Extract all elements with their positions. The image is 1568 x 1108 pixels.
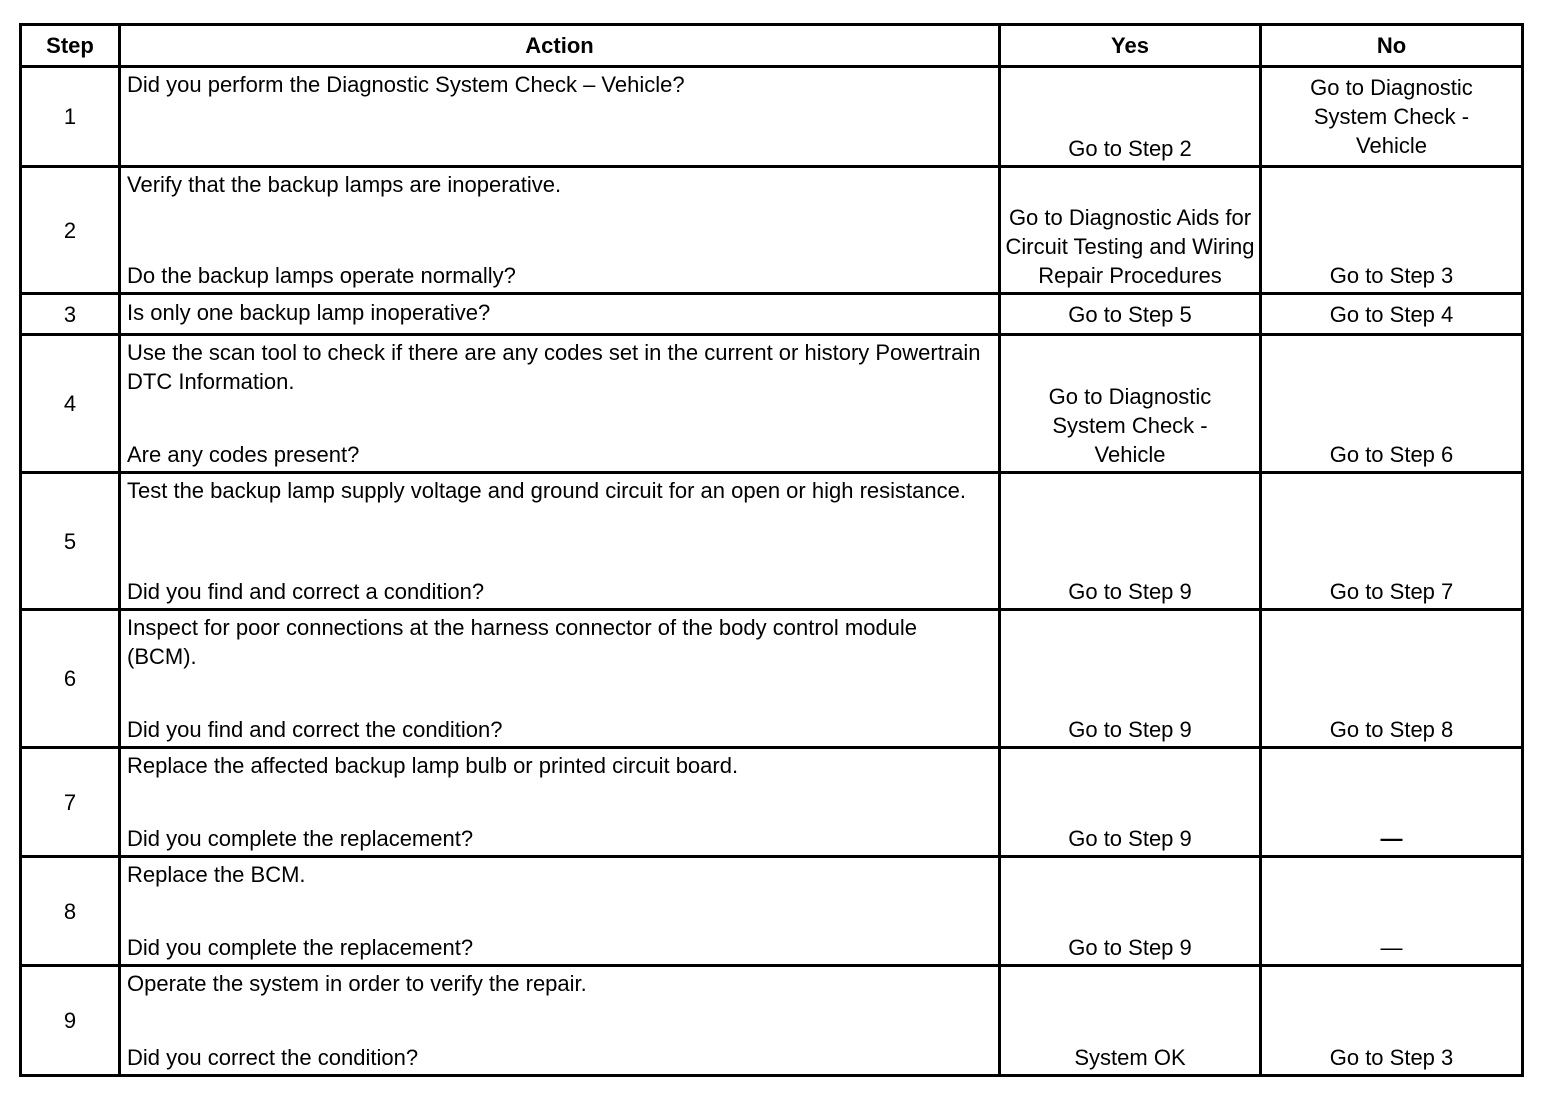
action-text: Is only one backup lamp inoperative?	[127, 300, 491, 325]
diagnostic-table	[19, 23, 1524, 1077]
no-cell: Go to Step 3	[1261, 966, 1523, 1076]
yes-cell: Go to Diagnostic System Check - Vehicle	[1000, 335, 1261, 473]
yes-cell: Go to Step 2	[1000, 67, 1261, 167]
no-cell: Go to Step 7	[1261, 473, 1523, 610]
action-text: Replace the affected backup lamp bulb or printed circuit board.	[127, 753, 739, 778]
no-cell: Go to Step 4	[1261, 294, 1523, 335]
action-cell	[120, 294, 1000, 335]
action-text: Inspect for poor connections at the harness connector of the body control module (BCM).	[127, 615, 918, 669]
yes-cell: System OK	[1000, 966, 1261, 1076]
header-row	[21, 25, 1523, 67]
table-row	[21, 473, 1523, 610]
step-number: 9	[21, 966, 120, 1076]
step-number: 4	[21, 335, 120, 473]
yes-cell: Go to Step 9	[1000, 748, 1261, 857]
action-question: Did you complete the replacement?	[127, 826, 474, 851]
header-step: Step	[21, 25, 120, 67]
action-cell	[120, 473, 1000, 610]
header-no: No	[1261, 25, 1523, 67]
action-question: Did you find and correct a condition?	[127, 579, 485, 604]
action-question: Did you find and correct the condition?	[127, 717, 503, 742]
action-cell	[120, 335, 1000, 473]
yes-cell: Go to Diagnostic Aids for Circuit Testing and Wiring Repair Procedures	[1000, 167, 1261, 294]
action-question: Did you complete the replacement?	[127, 935, 474, 960]
yes-cell: Go to Step 9	[1000, 610, 1261, 748]
action-text: Replace the BCM.	[127, 862, 306, 887]
step-number: 5	[21, 473, 120, 610]
no-cell: —	[1261, 857, 1523, 966]
header-yes: Yes	[1000, 25, 1261, 67]
yes-cell: Go to Step 9	[1000, 857, 1261, 966]
no-cell: Go to Step 6	[1261, 335, 1523, 473]
action-text: Operate the system in order to verify the repair.	[127, 971, 587, 996]
header-action: Action	[120, 25, 1000, 67]
step-number: 3	[21, 294, 120, 335]
table-row	[21, 857, 1523, 966]
action-question: Do the backup lamps operate normally?	[127, 263, 516, 288]
yes-cell: Go to Step 9	[1000, 473, 1261, 610]
step-number: 2	[21, 167, 120, 294]
table-row	[21, 966, 1523, 1076]
table-row	[21, 610, 1523, 748]
step-number: 6	[21, 610, 120, 748]
action-text: Use the scan tool to check if there are any codes set in the current or history Powertrain DTC Information.	[127, 340, 981, 394]
table-row	[21, 748, 1523, 857]
action-question: Did you correct the condition?	[127, 1045, 419, 1070]
action-text: Test the backup lamp supply voltage and ground circuit for an open or high resistance.	[127, 478, 966, 503]
no-cell: Go to Step 8	[1261, 610, 1523, 748]
no-cell: Go to Step 3	[1261, 167, 1523, 294]
step-number: 7	[21, 748, 120, 857]
yes-cell: Go to Step 5	[1000, 294, 1261, 335]
no-cell: Go to Diagnostic System Check - Vehicle	[1261, 67, 1523, 167]
table-row	[21, 167, 1523, 294]
no-cell: —	[1261, 748, 1523, 857]
table-row	[21, 335, 1523, 473]
action-cell	[120, 857, 1000, 966]
action-cell	[120, 748, 1000, 857]
step-number: 8	[21, 857, 120, 966]
action-question: Are any codes present?	[127, 442, 360, 467]
action-cell	[120, 966, 1000, 1076]
action-cell	[120, 167, 1000, 294]
table-row	[21, 294, 1523, 335]
step-number: 1	[21, 67, 120, 167]
action-text: Did you perform the Diagnostic System Check – Vehicle?	[127, 72, 685, 97]
action-cell	[120, 610, 1000, 748]
action-text: Verify that the backup lamps are inoperative.	[127, 172, 562, 197]
table-row	[21, 67, 1523, 167]
action-cell	[120, 67, 1000, 167]
